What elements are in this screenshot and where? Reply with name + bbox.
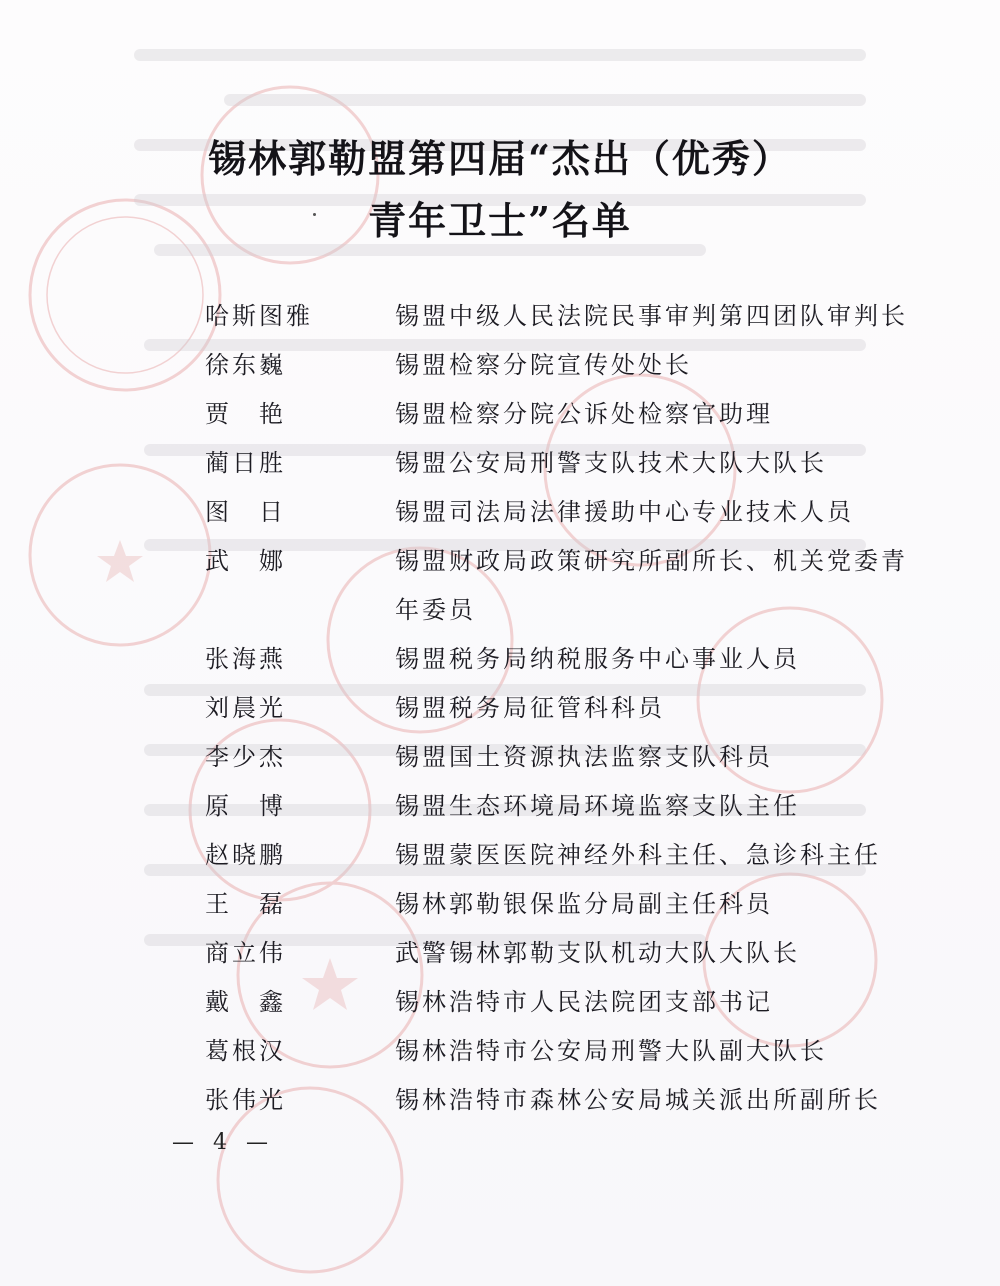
awardee-name: 贾 艳 [205,400,286,428]
awardee-position: 锡盟司法局法律援助中心专业技术人员 [395,498,854,526]
stray-dot [313,213,316,216]
awardee-position: 锡盟公安局刑警支队技术大队大队长 [395,449,827,477]
awardee-name: 蔺日胜 [205,449,286,477]
awardee-name: 葛根汉 [205,1037,286,1065]
page-number: — 4 — [172,1130,274,1155]
list-item [205,929,925,978]
awardee-position: 锡林浩特市人民法院团支部书记 [395,988,773,1016]
awardee-name: 商立伟 [205,939,286,967]
list-item [205,488,925,537]
awardee-name: 赵晓鹏 [205,841,286,869]
list-item [205,537,925,635]
awardee-list [205,292,925,1125]
list-item [205,292,925,341]
awardee-position: 锡林郭勒银保监分局副主任科员 [395,890,773,918]
awardee-position: 锡盟生态环境局环境监察支队主任 [395,792,800,820]
list-item [205,684,925,733]
awardee-position: 锡盟检察分院宣传处处长 [395,351,692,379]
awardee-name: 刘晨光 [205,694,286,722]
awardee-position: 武警锡林郭勒支队机动大队大队长 [395,939,800,967]
list-item [205,439,925,488]
list-item [205,1027,925,1076]
awardee-name: 戴 鑫 [205,988,286,1016]
bleed-seal [30,465,210,645]
awardee-name: 原 博 [205,792,286,820]
list-item [205,782,925,831]
list-item [205,880,925,929]
awardee-position: 锡林浩特市森林公安局城关派出所副所长 [395,1086,881,1114]
awardee-position: 锡盟蒙医医院神经外科主任、急诊科主任 [395,841,881,869]
document-title-line2: 青年卫士”名单 [368,198,632,243]
list-item [205,390,925,439]
awardee-position: 锡盟国土资源执法监察支队科员 [395,743,773,771]
awardee-name: 徐东巍 [205,351,286,379]
awardee-position: 锡盟税务局征管科科员 [395,694,665,722]
bleed-star [97,540,143,582]
list-item [205,1076,925,1125]
list-item [205,635,925,684]
awardee-position: 锡盟财政局政策研究所副所长、机关党委青年委员 [395,547,908,624]
awardee-position: 锡盟检察分院公诉处检察官助理 [395,400,773,428]
awardee-name: 哈斯图雅 [205,302,313,330]
awardee-name: 图 日 [205,498,286,526]
awardee-name: 王 磊 [205,890,286,918]
awardee-position: 锡林浩特市公安局刑警大队副大队长 [395,1037,827,1065]
list-item [205,978,925,1027]
awardee-name: 张伟光 [205,1086,286,1114]
awardee-name: 张海燕 [205,645,286,673]
list-item [205,733,925,782]
awardee-position: 锡盟中级人民法院民事审判第四团队审判长 [395,302,908,330]
list-item [205,341,925,390]
awardee-name: 武 娜 [205,547,286,575]
list-item [205,831,925,880]
awardee-name: 李少杰 [205,743,286,771]
awardee-position: 锡盟税务局纳税服务中心事业人员 [395,645,800,673]
document-title-line1: 锡林郭勒盟第四届“杰出（优秀） [208,136,792,181]
